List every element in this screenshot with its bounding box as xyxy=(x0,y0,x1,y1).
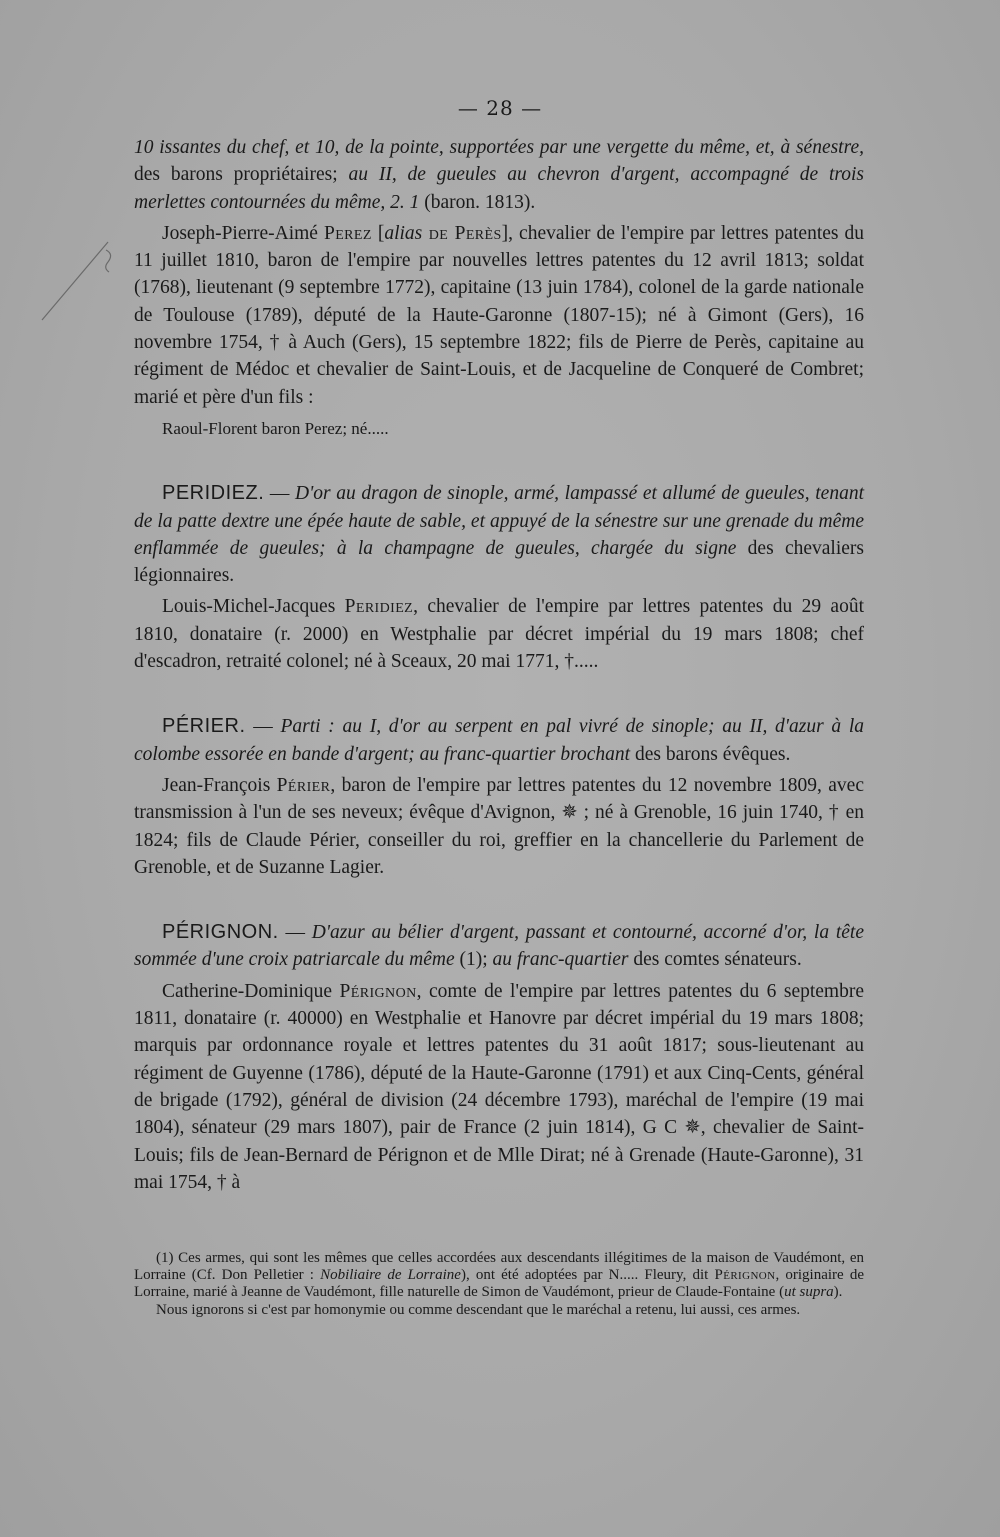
perignon-given-names: Catherine-Dominique xyxy=(162,980,340,1002)
peridiez-dash: — xyxy=(264,483,296,505)
page-number: — 28 — xyxy=(457,96,543,120)
footnote-1-name: Pérignon xyxy=(714,1266,776,1283)
continuation-text-2: (baron. 1813). xyxy=(419,191,536,213)
perez-given-names: Joseph-Pierre-Aimé xyxy=(162,222,324,244)
peridiez-arms-rest: des chevaliers légionnaires. xyxy=(134,537,864,587)
footnote-1-text-3: , originaire de Lorraine, marié à Jeanne de Vaudémont, fille naturelle de Simon de Vaudémont, prieur de Claude-Fontaine ( xyxy=(134,1266,864,1300)
continuation-text-1: des barons propriétaires; xyxy=(134,164,349,186)
continuation-arms-1: 10 issantes du chef, et 10, de la pointe, supportées par une vergette du même, et, à sénestre, xyxy=(134,137,864,158)
peridiez-arms-blazon: D'or au dragon de sinople, armé, lampassé et allumé de gueules, tenant de la patte dextre une épée haute de sable, et appuyé de la sénestre sur une grenade du même enflammée de gueules; à la champagne de gueules, chargée du signe xyxy=(134,483,864,559)
footnote-1 xyxy=(134,1250,864,1300)
peridiez-biography xyxy=(134,593,864,675)
perez-bio-text: ], chevalier de l'empire par lettres patentes du 11 juillet 1810, baron de l'empire par nouvelles lettres patentes du 12 avril 1813; soldat (1768), lieutenant (9 septembre 1772), capitaine (13 juin 1784), colonel de la garde nationale de Toulouse (1789), député de la Haute-Garonne (1807-15); né à Gimont (Gers), 16 novembre 1754, † à Auch (Gers), 15 septembre 1822; fils de Pierre de Perès, capitaine au régiment de Médoc et chevalier de Saint-Louis, et de Jacqueline de Conqueré de Combret; marié et père d'un fils : xyxy=(134,222,865,408)
perez-surname: Perez xyxy=(323,222,372,244)
perignon-biography xyxy=(134,978,864,1196)
entry-peridiez xyxy=(134,480,864,675)
perez-alias-name: Perès xyxy=(454,222,502,244)
perier-arms xyxy=(134,713,864,768)
footnote-1-ut-supra: ut supra xyxy=(784,1283,834,1300)
peridiez-arms xyxy=(134,480,864,589)
perez-bracket-open: [ xyxy=(371,222,385,244)
footnote-1-book-title: Nobiliaire de Lorraine xyxy=(320,1266,461,1283)
perier-given-names: Jean-François xyxy=(162,774,277,796)
perez-biography xyxy=(134,220,864,411)
footnote-1-text-4: ). xyxy=(833,1283,843,1300)
footnotes xyxy=(134,1250,864,1319)
perier-bio-text: , baron de l'empire par lettres patentes du 12 novembre 1809, avec transmission à l'un de ses neveux; évêque d'Avignon, ✵ ; né à Grenoble, 16 juin 1740, † en 1824; fils de Claude Périer, conseiller du roi, greffier en la chancellerie du Parlement de Grenoble, et de Suzanne Lagier. xyxy=(134,774,864,878)
perez-child: Raoul-Florent baron Perez; né..... xyxy=(162,418,389,438)
perier-dash: — xyxy=(245,716,281,738)
perier-biography xyxy=(134,772,864,881)
footnote-2: Nous ignorons si c'est par homonymie ou comme descendant que le maréchal a retenu, lui aussi, ces armes. xyxy=(156,1302,801,1319)
peridiez-bio-text: , chevalier de l'empire par lettres patentes du 29 août 1810, donataire (r. 2000) en Westphalie par décret impérial du 19 mars 1808; chef d'escadron, retraité colonel; né à Sceaux, 20 mai 1771, †..... xyxy=(134,596,864,673)
perez-alias-de: de xyxy=(422,222,455,244)
pencil-mark xyxy=(36,238,116,328)
footnote-1-text-1: (1) Ces armes, qui sont les mêmes que celles accordées aux descendants illégitimes de la maison de Vaudémont, en Lorraine (Cf. Don Pelletier : xyxy=(134,1250,864,1283)
perez-alias-label: alias xyxy=(384,222,423,244)
perignon-arms-rest: des comtes sénateurs. xyxy=(628,949,802,971)
perignon-footnote-ref: (1); xyxy=(454,949,493,971)
continuation-paragraph xyxy=(134,134,864,216)
entry-perier xyxy=(134,713,864,881)
main-text xyxy=(134,134,864,1196)
peridiez-heading: PERIDIEZ. xyxy=(162,482,265,505)
perignon-dash: — xyxy=(278,922,312,944)
perier-heading: PÉRIER. xyxy=(162,715,246,738)
perignon-bio-text: , comte de l'empire par lettres patentes du 6 septembre 1811, donataire (r. 40000) en Westphalie et Hanovre par décret impérial du 19 mars 1808; marquis par ordonnance royale et lettres patentes du 31 août 1817; sous-lieutenant au régiment de Guyenne (1786), député de la Haute-Garonne (1791) et aux Cinq-Cents, général de brigade (1792), général de division (24 décembre 1793), maréchal de l'empire (19 mai 1804), sénateur (29 mars 1807), pair de France (2 juin 1814), G C ✵, chevalier de Saint-Louis; fils de Jean-Bernard de Pérignon et de Mlle Dirat; né à Grenade (Haute-Garonne), 31 mai 1754, † à xyxy=(134,980,864,1193)
perignon-arms-blazon: D'azur au bélier d'argent, passant et contourné, accorné d'or, la tête sommée d'une croix patriarcale du même xyxy=(134,922,864,971)
perier-surname: Périer xyxy=(276,774,331,796)
perignon-arms xyxy=(134,919,864,974)
peridiez-given-names: Louis-Michel-Jacques xyxy=(162,596,345,618)
peridiez-surname: Peridiez xyxy=(344,596,414,618)
perier-arms-rest: des barons évêques. xyxy=(630,743,791,765)
perignon-arms-blazon-2: au franc-quartier xyxy=(492,949,629,971)
perignon-heading: PÉRIGNON. xyxy=(162,921,279,944)
continuation-arms-2: au II, de gueules au chevron d'argent, accompagné de trois merlettes contournées du même, 2. 1 xyxy=(134,164,865,213)
perier-arms-blazon: Parti : au I, d'or au serpent en pal vivré de sinople; au II, d'azur à la colombe essorée en bande d'argent; au franc-quartier brochant xyxy=(134,716,865,765)
footnote-1-text-2: ), ont été adoptées par N..... Fleury, dit xyxy=(460,1266,715,1283)
perignon-surname: Pérignon xyxy=(339,980,417,1002)
entry-perignon xyxy=(134,919,864,1196)
